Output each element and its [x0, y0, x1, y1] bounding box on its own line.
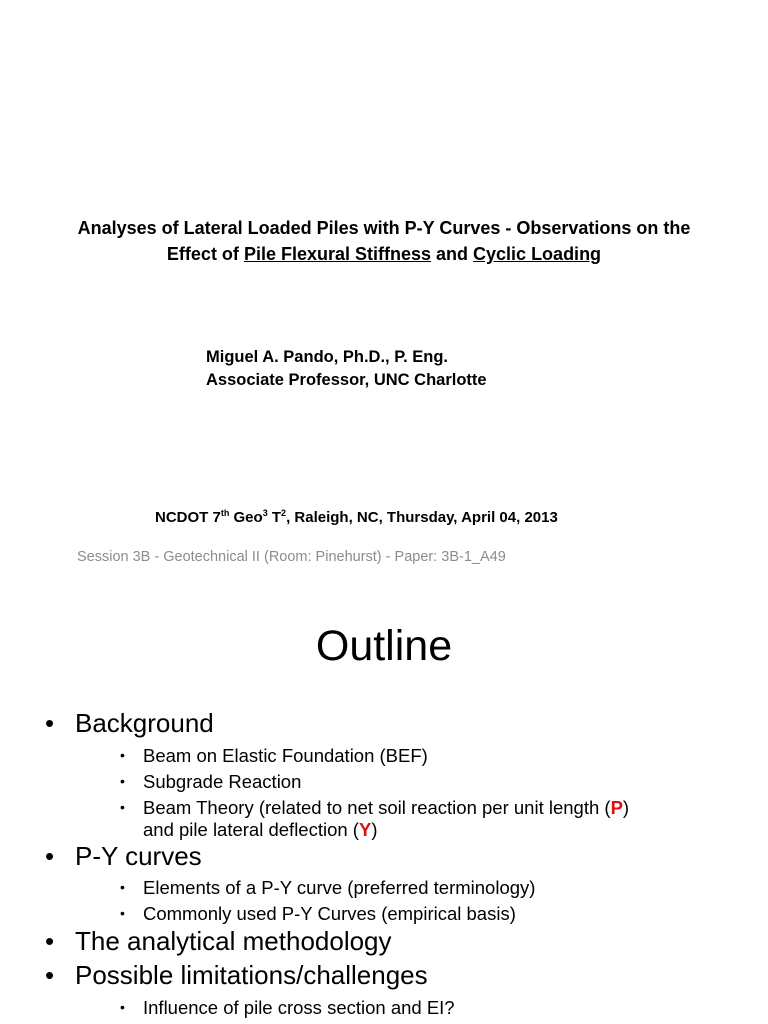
outline-heading: Outline [315, 622, 453, 670]
p-symbol: P [610, 797, 623, 818]
title-line-2: Effect of Pile Flexural Stiffness and Cyclic Loading [166, 244, 602, 264]
list-item-beam-theory: • Beam Theory (related to net soil reaction per unit length (P) and pile lateral deflection (Y) [120, 797, 630, 840]
author-title: Associate Professor, UNC Charlotte [206, 371, 487, 389]
list-item-subgrade: • Subgrade Reaction [120, 771, 302, 792]
title-underlined-cyclic: Cyclic Loading [473, 244, 602, 264]
author-name: Miguel A. Pando, Ph.D., P. Eng. [206, 348, 449, 366]
list-item-commonly-used: • Commonly used P-Y Curves (empirical basis) [120, 903, 516, 924]
conference-line: NCDOT 7th Geo$^3$ $T^2$, Raleigh, NC, Thursday, April 04, 2013 [155, 508, 558, 526]
y-symbol: Y [358, 819, 372, 840]
list-item-methodology: • The analytical methodology [45, 926, 392, 956]
author-block [206, 346, 487, 392]
list-item-influence: • Influence of pile cross section and EI? [120, 997, 455, 1018]
title-underlined-stiffness: Pile Flexural Stiffness [243, 244, 432, 264]
list-item-py-curves: • P-Y curves [45, 841, 202, 871]
list-item-limitations: • Possible limitations/challenges [45, 960, 428, 990]
list-item-bef: • Beam on Elastic Foundation (BEF) [120, 745, 428, 766]
list-item-elements: • Elements of a P-Y curve (preferred terminology) [120, 877, 536, 898]
session-line: Session 3B - Geotechnical II (Room: Pinehurst) - Paper: 3B-1_A49 [77, 549, 506, 565]
slide-title [0, 215, 768, 267]
title-line-1: Analyses of Lateral Loaded Piles with P-Y Curves - Observations on the [77, 218, 691, 238]
list-item-background: • Background [45, 708, 214, 738]
